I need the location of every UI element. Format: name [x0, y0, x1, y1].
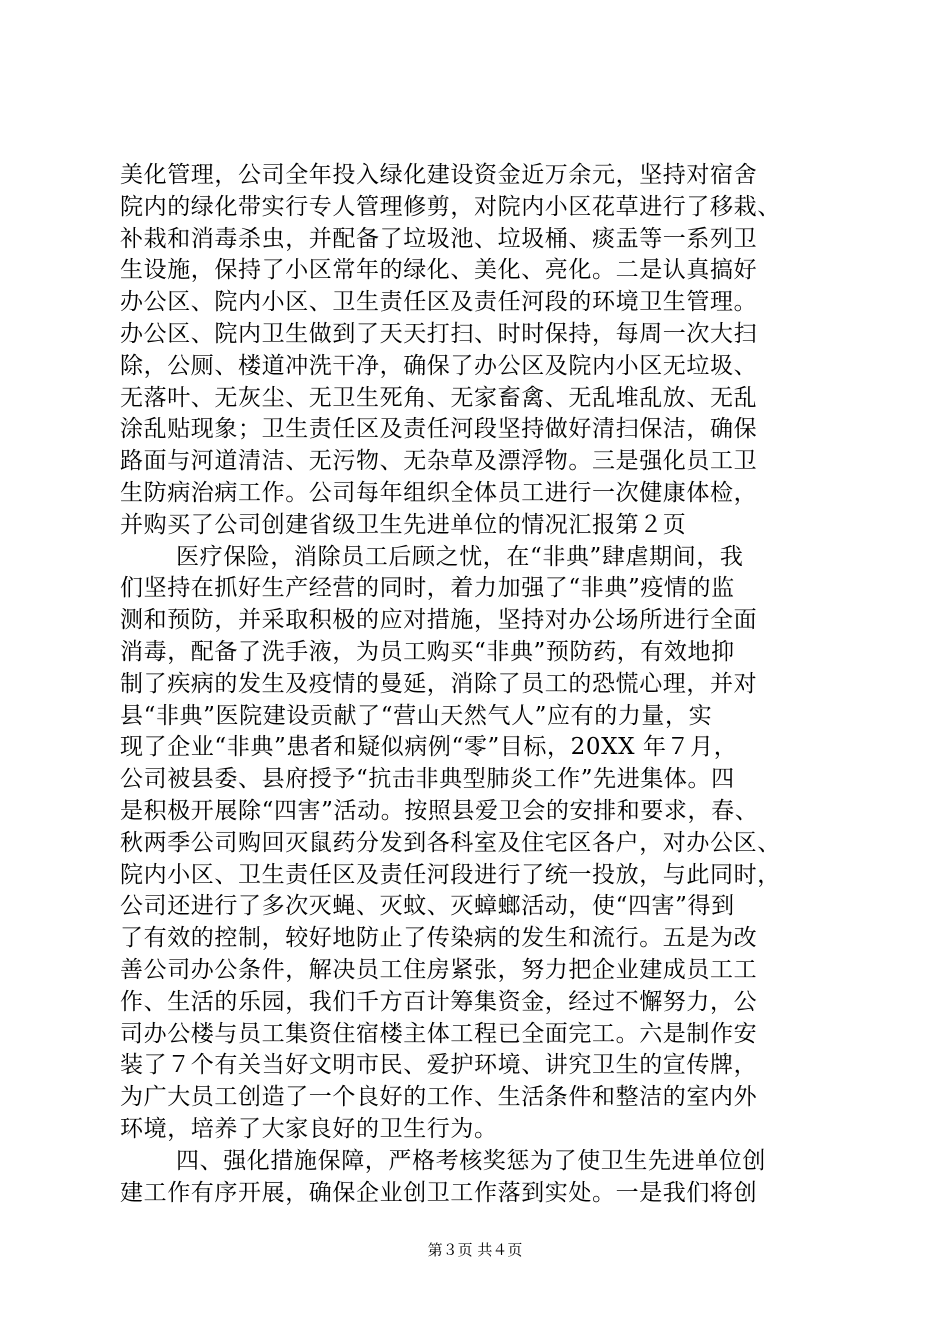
text-line: 无落叶、无灰尘、无卫生死角、无家畜禽、无乱堆乱放、无乱 — [120, 384, 758, 411]
text-line: 装了７个有关当好文明市民、爱护环境、讲究卫生的宣传牌， — [120, 1052, 758, 1079]
text-line: 为广大员工创造了一个良好的工作、生活条件和整洁的室内外 — [120, 1084, 758, 1111]
text-line: 县“非典”医院建设贡献了“营山天然气人”应有的力量，实 — [120, 702, 713, 729]
text-line: 善公司办公条件，解决员工住房紧张，努力把企业建成员工工 — [120, 956, 758, 983]
text-line: 办公区、院内小区、卫生责任区及责任河段的环境卫生管理。 — [120, 289, 758, 316]
text-line: 办公区、院内卫生做到了天天打扫、时时保持，每周一次大扫 — [120, 320, 758, 347]
text-line: 消毒，配备了洗手液，为员工购买“非典”预防药，有效地抑 — [120, 638, 735, 665]
text-line: 制了疾病的发生及疫情的曼延，消除了员工的恐慌心理，并对 — [120, 670, 758, 697]
text-line: 作、生活的乐园，我们千方百计筹集资金，经过不懈努力，公 — [120, 988, 758, 1015]
text-line: 们坚持在抓好生产经营的同时，着力加强了“非典”疫情的监 — [120, 575, 735, 602]
paragraph-start-line: 四、强化措施保障，严格考核奖惩为了使卫生先进单位创 — [176, 1147, 766, 1174]
text-line: 是积极开展除“四害”活动。按照县爱卫会的安排和要求，春、 — [120, 797, 759, 824]
text-line: 美化管理，公司全年投入绿化建设资金近万余元，坚持对宿舍 — [120, 162, 758, 188]
text-line: 除，公厕、楼道冲洗干净，确保了办公区及院内小区无垃圾、 — [120, 352, 758, 379]
paragraph-start-line: 医疗保险，消除员工后顾之忧，在“非典”肆虐期间，我 — [176, 543, 744, 570]
text-line: 公司被县委、县府授予“抗击非典型肺炎工作”先进集体。四 — [120, 766, 735, 793]
text-line: 生防病治病工作。公司每年组织全体员工进行一次健康体检， — [120, 479, 758, 506]
text-line: 路面与河道清洁、无污物、无杂草及漂浮物。三是强化员工卫 — [120, 448, 758, 475]
text-line: 涂乱贴现象；卫生责任区及责任河段坚持做好清扫保洁，确保 — [120, 416, 758, 443]
text-line: 公司还进行了多次灭蝇、灭蚊、灭蟑螂活动，使“四害”得到 — [120, 893, 735, 920]
text-line: 测和预防，并采取积极的应对措施，坚持对办公场所进行全面 — [120, 607, 758, 634]
text-line: 院内的绿化带实行专人管理修剪，对院内小区花草进行了移栽、 — [120, 193, 781, 220]
text-line: 秋两季公司购回灭鼠药分发到各科室及住宅区各户，对办公区、 — [120, 829, 781, 856]
text-line: 院内小区、卫生责任区及责任河段进行了统一投放，与此同时， — [120, 861, 781, 888]
page-number-footer: 第３页 共４页 — [427, 1241, 523, 1259]
text-line: 并购买了公司创建省级卫生先进单位的情况汇报第２页 — [120, 511, 687, 538]
text-line: 司办公楼与员工集资住宿楼主体工程已全面完工。六是制作安 — [120, 1020, 758, 1047]
text-line: 了有效的控制，较好地防止了传染病的发生和流行。五是为改 — [120, 925, 758, 952]
body-text — [120, 160, 832, 1209]
text-line: 建工作有序开展，确保企业创卫工作落到实处。一是我们将创 — [120, 1179, 758, 1206]
text-line: 环境，培养了大家良好的卫生行为。 — [120, 1115, 498, 1142]
text-line: 补栽和消毒杀虫，并配备了垃圾池、垃圾桶、痰盂等一系列卫 — [120, 225, 758, 252]
text-line: 现了企业“非典”患者和疑似病例“零”目标，20XX 年７月， — [120, 734, 738, 761]
text-line: 生设施，保持了小区常年的绿化、美化、亮化。二是认真搞好 — [120, 257, 758, 284]
